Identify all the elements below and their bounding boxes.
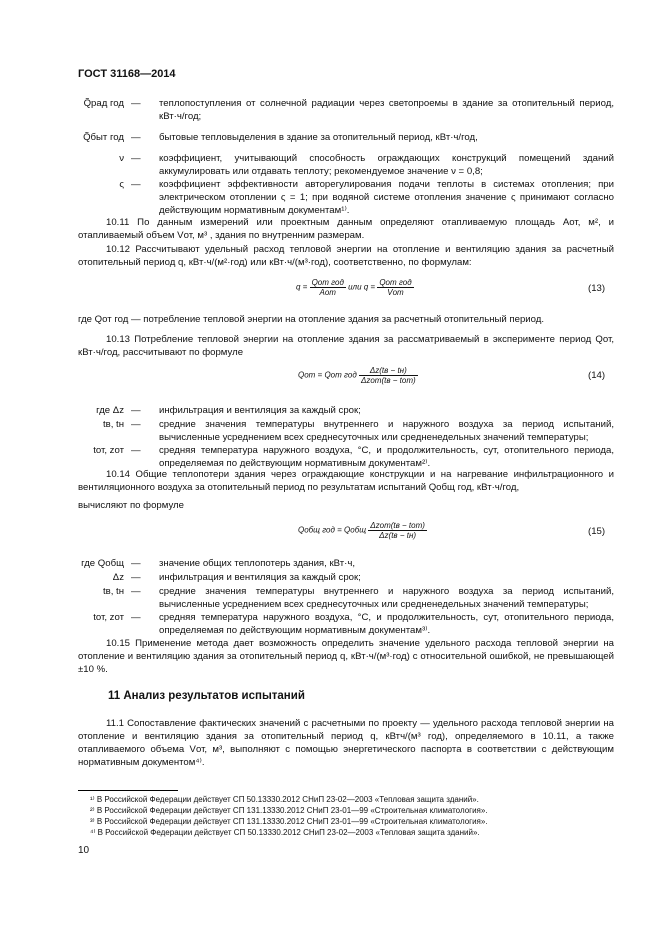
def-text: средняя температура наружного воздуха, °С, и продолжительность, сут, отопительного периода, определяемая по действующим нормативным документам³⁾. bbox=[159, 612, 614, 636]
eq13-fraction-1 bbox=[310, 278, 346, 297]
equation-number: (15) bbox=[588, 526, 606, 537]
def-text: коэффициент, учитывающий способность ограждающих конструкций помещений зданий аккумулировать или отдавать теплоту; рекомендуемое значение ν = 0,8; bbox=[159, 153, 614, 177]
def-symbol: tот, zот bbox=[93, 445, 124, 456]
eq14-lhs: Qот = Qот год bbox=[298, 370, 357, 380]
eq15-num: Δzот(tв − tот) bbox=[370, 521, 425, 530]
def-symbol: ς bbox=[119, 179, 124, 190]
eq14-num: Δz(tв − tн) bbox=[359, 366, 418, 376]
def-text: средние значения температуры внутреннего и наружного воздуха за период испытаний, вычисленные усреднением всех среднесуточных или средненедельных значений температуры; bbox=[159, 419, 614, 443]
def-symbol: ν bbox=[119, 153, 124, 164]
document-header: ГОСТ 31168—2014 bbox=[78, 68, 176, 80]
eq13-den: Vот bbox=[387, 288, 404, 297]
def-text: коэффициент эффективности авторегулирования подачи теплоты в системах отопления; при электрическом отоплении ς = 1; при водяной системе отопления значение ς принимают согласно действующим нормативным документам¹⁾. bbox=[159, 179, 614, 216]
def-dash: — bbox=[131, 572, 141, 583]
footnote: ⁴⁾ В Российской Федерации действует СП 50.13330.2012 СНиП 23-02—2003 «Тепловая защита зданий». bbox=[90, 828, 480, 837]
eq15-den: Δz(tв − tн) bbox=[379, 531, 417, 540]
def-symbol: где Qобщ bbox=[81, 558, 124, 569]
def-text: инфильтрация и вентиляция за каждый срок; bbox=[159, 572, 361, 583]
equation-number: (13) bbox=[588, 283, 606, 294]
def-dash: — bbox=[131, 586, 141, 597]
eq13-fraction-2 bbox=[377, 278, 413, 297]
def-symbol: tот, zот bbox=[93, 612, 124, 623]
eq15-fraction bbox=[368, 521, 427, 540]
paragraph-10-14-tail: вычисляют по формуле bbox=[78, 500, 184, 511]
def-text: значение общих теплопотерь здания, кВт·ч, bbox=[159, 558, 355, 569]
def-dash: — bbox=[131, 612, 141, 623]
section-11-heading: 11 Анализ результатов испытаний bbox=[108, 690, 305, 702]
footnote: ²⁾ В Российской Федерации действует СП 131.13330.2012 СНиП 23-01—99 «Строительная климатология». bbox=[90, 806, 488, 815]
def-dash: — bbox=[131, 558, 141, 569]
paragraph-10-12: 10.12 Рассчитывают удельный расход тепловой энергии на отопление и вентиляцию здания за расчетный отопительный период q, кВт·ч/(м²·год) или кВт·ч/(м³·год), соответственно, по формулам: bbox=[78, 244, 614, 268]
page-number: 10 bbox=[78, 845, 90, 856]
def-symbol: tв, tн bbox=[102, 586, 124, 597]
eq14-fraction bbox=[359, 366, 418, 385]
def-symbol: где Δz bbox=[96, 405, 124, 416]
paragraph-11-1: 11.1 Сопоставление фактических значений с расчетными по проекту — удельного расхода тепловой энергии на отопление и вентиляцию здания за отопительный период q, кВтч/(м³ год), определяемого в 10.11, а также отапливаемого объема Vот, м³, выполняют с помощью энергетического паспорта в соответствии с действующим нормативным документом⁴⁾. bbox=[78, 718, 614, 768]
def-symbol: Q̃быт год bbox=[83, 132, 124, 143]
footnote-separator bbox=[78, 790, 178, 791]
footnote: ¹⁾ В Российской Федерации действует СП 50.13330.2012 СНиП 23-02—2003 «Тепловая защита зданий». bbox=[90, 795, 479, 804]
footnote: ³⁾ В Российской Федерации действует СП 131.13330.2012 СНиП 23-01—99 «Строительная климатология». bbox=[90, 817, 488, 826]
equation-15 bbox=[298, 521, 427, 540]
eq14-den: Δzот(tв − tот) bbox=[360, 376, 416, 385]
paragraph-where-13: где Qот год — потребление тепловой энергии на отопление здания за расчетный отопительный период. bbox=[78, 314, 545, 325]
paragraph-10-11: 10.11 По данным измерений или проектным данным определяют отапливаемую площадь Aот, м², и отапливаемый объем Vот, м³ , здания по внутренним размерам. bbox=[78, 217, 614, 241]
def-dash: — bbox=[131, 445, 141, 456]
def-text: инфильтрация и вентиляция за каждый срок; bbox=[159, 405, 361, 416]
eq15-lhs: Qобщ год = Qобщ bbox=[298, 525, 367, 535]
def-text: средняя температура наружного воздуха, °С, и продолжительность, сут, отопительного периода, определяемая по действующим нормативным документам²⁾. bbox=[159, 445, 614, 469]
paragraph-10-15: 10.15 Применение метода дает возможность определить значение удельного расхода тепловой энергии на отопление и вентиляцию здания за отопительный период q, кВт·ч/(м³·год) с относительной ошибкой, не превышающей ±10 %. bbox=[78, 638, 614, 675]
def-dash: — bbox=[131, 153, 141, 164]
def-dash: — bbox=[131, 132, 141, 143]
def-text: теплопоступления от солнечной радиации через светопроемы в здание за отопительный период, кВт·ч/год; bbox=[159, 98, 614, 122]
paragraph-10-13: 10.13 Потребление тепловой энергии на отопление здания за рассматриваемый в эксперименте период Qот, кВт·ч/год, рассчитывают по формуле bbox=[78, 334, 614, 358]
eq13-num: Qот год bbox=[311, 278, 344, 287]
def-dash: — bbox=[131, 98, 141, 109]
def-symbol: Q̃рад год bbox=[83, 98, 124, 109]
def-symbol: Δz bbox=[112, 572, 124, 583]
eq13-den: Aот bbox=[319, 288, 336, 297]
def-dash: — bbox=[131, 419, 141, 430]
eq13-mid: или q = bbox=[348, 282, 376, 292]
def-dash: — bbox=[131, 179, 141, 190]
eq13-num: Qот год bbox=[379, 278, 412, 287]
equation-13 bbox=[296, 278, 414, 297]
def-dash: — bbox=[131, 405, 141, 416]
eq13-lhs: q = bbox=[296, 282, 308, 292]
equation-14 bbox=[298, 366, 418, 385]
paragraph-10-14: 10.14 Общие теплопотери здания через ограждающие конструкции и на нагревание инфильтрационного и вентиляционного воздуха за отопительный период по результатам испытаний Qобщ год, кВт·ч/год, bbox=[78, 469, 614, 493]
def-symbol: tв, tн bbox=[102, 419, 124, 430]
equation-number: (14) bbox=[588, 370, 606, 381]
def-text: бытовые тепловыделения в здание за отопительный период, кВт·ч/год, bbox=[159, 132, 478, 143]
def-text: средние значения температуры внутреннего и наружного воздуха за период испытаний, вычисленные усреднением всех среднесуточных или средненедельных значений температуры; bbox=[159, 586, 614, 610]
